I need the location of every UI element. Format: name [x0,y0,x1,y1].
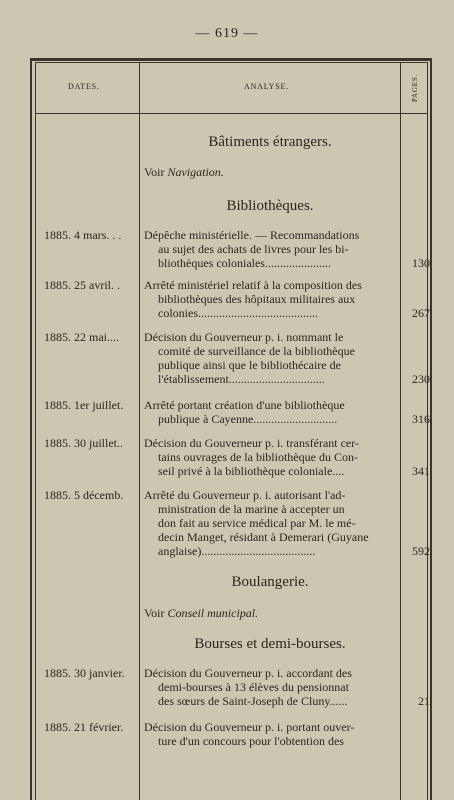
section-title-bourses: Bourses et demi-bourses. [194,636,346,652]
entry-line: publique ainsi que le bibliothécaire de [158,358,341,372]
column-divider-dates [139,62,140,800]
entry-line: demi-bourses à 13 élèves du pensionnat [158,680,349,694]
entry-text [144,278,400,320]
entry-date: 1885. 5 décemb. [44,488,124,502]
entry-line: colonies........................................ [158,306,318,320]
header-dates: DATES. [68,82,100,91]
entry-text [144,228,400,270]
header-pages: PAGES. [411,73,419,103]
entry-line: ministration de la marine à accepter un [158,502,345,516]
entry-line: publique à Cayenne............................ [158,412,338,426]
entry-line: Dépêche ministérielle. — Recommandations [144,228,360,242]
entry-line: seil privé à la bibliothèque coloniale.... [158,464,345,478]
entry-text [144,666,400,708]
entry-line: tains ouvrages de la bibliothèque du Con- [158,450,358,464]
entry-page: 592 [412,544,430,558]
entry-line: l'établissement................................ [158,372,325,386]
entry-date: 1885. 21 février. [44,720,124,734]
entry-text [144,488,400,558]
entry-page: 230 [412,372,430,386]
voir-prefix: Voir [144,606,165,620]
section-title-boulangerie: Boulangerie. [231,574,309,590]
entry-date: 1885. 1er juillet. [44,398,124,412]
column-divider-pages [400,62,401,800]
section-title-batiments: Bâtiments étrangers. [208,134,332,150]
header-analyse: ANALYSE. [244,82,289,91]
entry-page: 341 [412,464,430,478]
entry-text [144,398,400,426]
entry-date: 1885. 22 mai.... [44,330,119,344]
entry-date: 1885. 4 mars. . . [44,228,122,242]
entry-line: don fait au service médical par M. le mé- [158,516,356,530]
entry-line: Arrêté du Gouverneur p. i. autorisant l'ad- [144,488,346,502]
entry-line: decin Manget, résidant à Demerari (Guyane [158,530,369,544]
entry-date: 1885. 30 juillet.. [44,436,123,450]
voir-navigation [144,165,224,180]
entry-line: au sujet des achats de livres pour les bi- [158,242,349,256]
voir-ref: Navigation. [167,165,224,179]
entry-line: comité de surveillance de la bibliothèque [158,344,355,358]
section-title-bibliotheques: Bibliothèques. [226,198,314,214]
entry-line: des sœurs de Saint-Joseph de Cluny...... [158,694,348,708]
entry-line: Arrêté ministériel relatif à la composition des [144,278,362,292]
entry-line: Décision du Gouverneur p. i. portant ouver- [144,720,355,734]
voir-ref: Conseil municipal. [167,606,259,620]
entry-page: 21 [418,694,430,708]
entry-text [144,720,400,748]
entry-page: 267 [412,306,430,320]
voir-prefix: Voir [144,165,165,179]
voir-conseil-municipal [144,606,258,621]
entry-date: 1885. 30 janvier. [44,666,125,680]
entry-page: 316 [412,412,430,426]
entry-date: 1885. 25 avril. . [44,278,120,292]
entry-line: bliothèques coloniales...................... [158,256,331,270]
entry-line: bibliothèques des hôpitaux militaires aux [158,292,356,306]
entry-line: Décision du Gouverneur p. i. transférant cer- [144,436,360,450]
entry-page: 130 [412,256,430,270]
entry-line: ture d'un concours pour l'obtention des [158,734,344,748]
entry-line: anglaise)...................................... [158,544,316,558]
entry-text [144,330,400,386]
page-number: — 619 — [195,26,259,41]
header-divider [35,113,428,114]
entry-line: Décision du Gouverneur p. i. nommant le [144,330,344,344]
entry-line: Décision du Gouverneur p. i. accordant des [144,666,352,680]
entry-line: Arrêté portant création d'une bibliothèque [144,398,345,412]
entry-text [144,436,400,478]
